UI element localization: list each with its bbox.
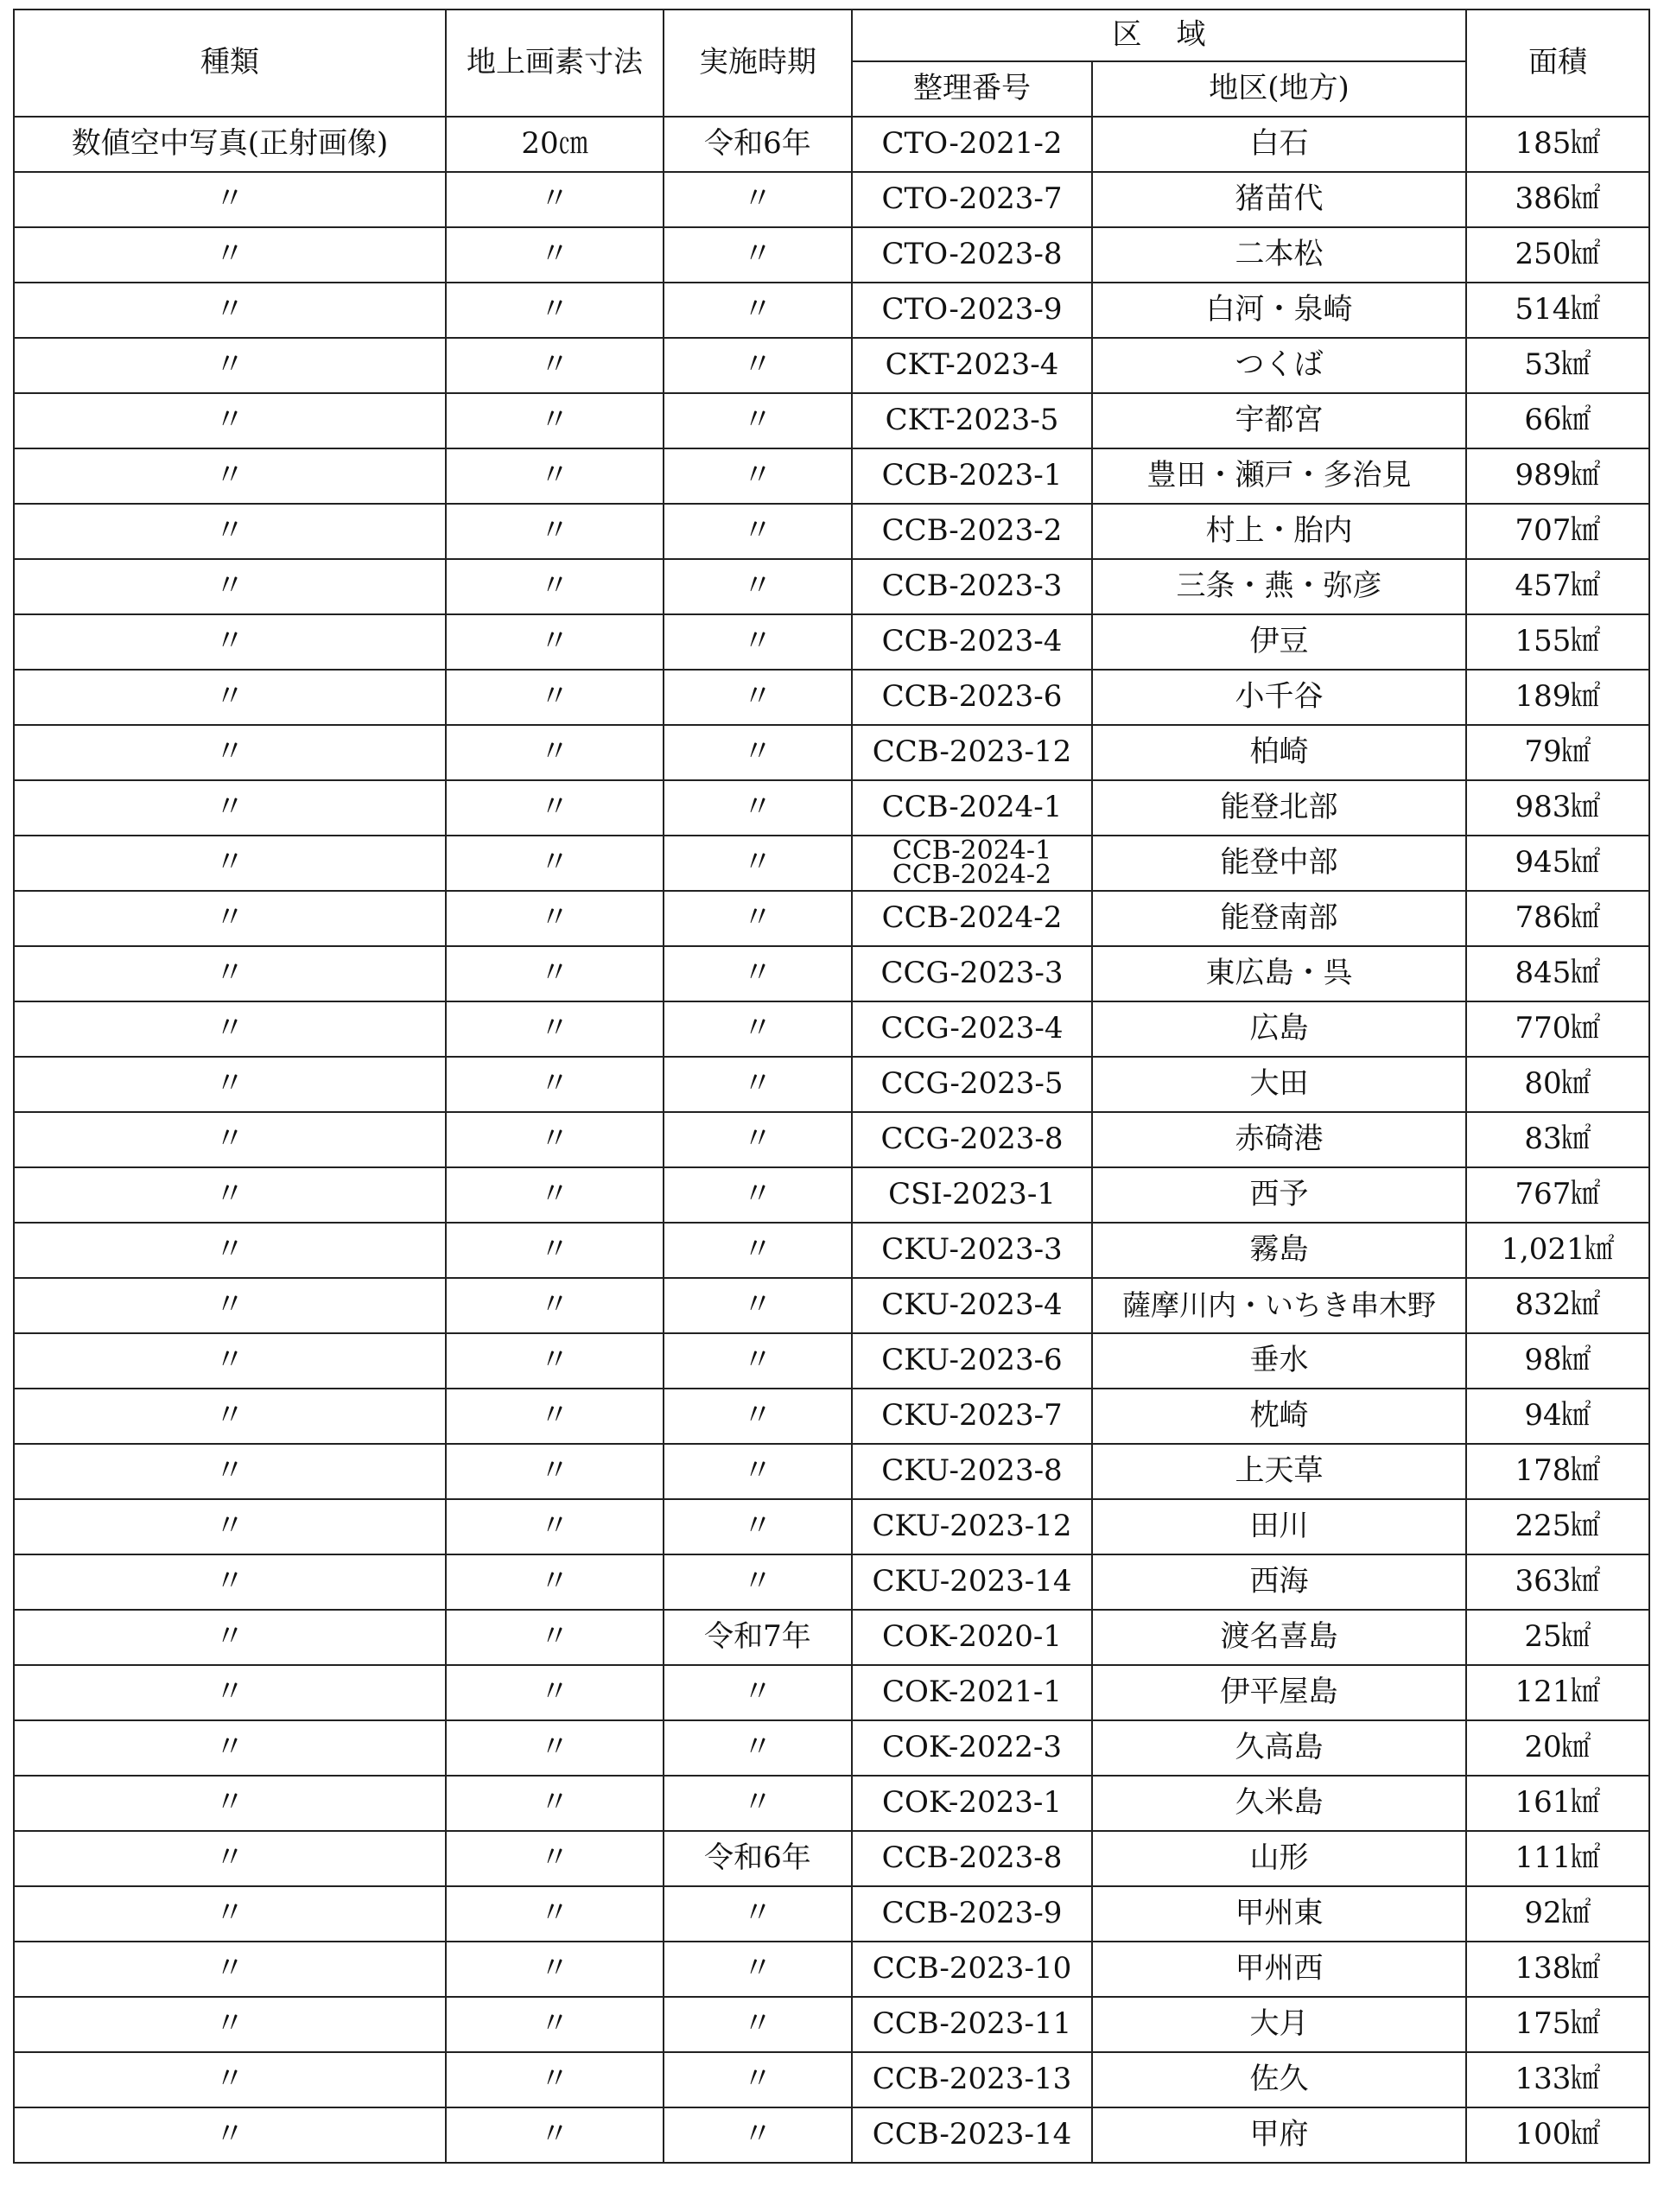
cell-area: 100㎢ <box>1466 2107 1649 2163</box>
table-row <box>14 1001 1649 1057</box>
cell-district: 薩摩川内・いちき串木野 <box>1092 1278 1466 1333</box>
cell-kind: 〃 <box>14 614 446 670</box>
cell-gsd: 〃 <box>446 1831 664 1886</box>
cell-period: 〃 <box>664 1997 852 2052</box>
table-row <box>14 227 1649 283</box>
cell-kind: 〃 <box>14 1776 446 1831</box>
cell-district: 垂水 <box>1092 1333 1466 1389</box>
cell-gsd: 〃 <box>446 1997 664 2052</box>
cell-area: 155㎢ <box>1466 614 1649 670</box>
cell-period: 〃 <box>664 1499 852 1554</box>
table-row <box>14 2107 1649 2163</box>
cell-gsd: 〃 <box>446 338 664 393</box>
cell-district: 二本松 <box>1092 227 1466 283</box>
cell-district: 白河・泉崎 <box>1092 283 1466 338</box>
cell-kind: 〃 <box>14 338 446 393</box>
table-row <box>14 614 1649 670</box>
cell-kind: 〃 <box>14 283 446 338</box>
cell-gsd: 〃 <box>446 1389 664 1444</box>
cell-period: 〃 <box>664 1665 852 1720</box>
cell-district: 村上・胎内 <box>1092 504 1466 559</box>
table-row <box>14 1554 1649 1610</box>
cell-id: CCB-2023-2 <box>852 504 1092 559</box>
cell-period: 〃 <box>664 1389 852 1444</box>
cell-kind: 〃 <box>14 946 446 1001</box>
table-row <box>14 448 1649 504</box>
cell-id: CCB-2024-1 CCB-2024-2 <box>852 836 1092 891</box>
cell-gsd: 〃 <box>446 1610 664 1665</box>
cell-gsd: 〃 <box>446 1554 664 1610</box>
cell-period: 〃 <box>664 1001 852 1057</box>
cell-area: 53㎢ <box>1466 338 1649 393</box>
cell-kind: 〃 <box>14 1831 446 1886</box>
cell-area: 989㎢ <box>1466 448 1649 504</box>
cell-area: 845㎢ <box>1466 946 1649 1001</box>
cell-district: 山形 <box>1092 1831 1466 1886</box>
table-row <box>14 338 1649 393</box>
cell-period: 令和6年 <box>664 1831 852 1886</box>
cell-area: 133㎢ <box>1466 2052 1649 2107</box>
table-row <box>14 1112 1649 1167</box>
cell-district: 佐久 <box>1092 2052 1466 2107</box>
cell-kind: 〃 <box>14 1389 446 1444</box>
cell-gsd: 〃 <box>446 1057 664 1112</box>
cell-district: 豊田・瀬戸・多治見 <box>1092 448 1466 504</box>
table-row <box>14 1389 1649 1444</box>
cell-gsd: 〃 <box>446 1444 664 1499</box>
table-row <box>14 1831 1649 1886</box>
cell-period: 〃 <box>664 1776 852 1831</box>
cell-kind: 〃 <box>14 393 446 448</box>
cell-area: 92㎢ <box>1466 1886 1649 1942</box>
cell-kind: 〃 <box>14 780 446 836</box>
cell-gsd: 20㎝ <box>446 117 664 172</box>
table-row <box>14 393 1649 448</box>
cell-kind: 〃 <box>14 1665 446 1720</box>
cell-id: CKU-2023-6 <box>852 1333 1092 1389</box>
cell-area: 770㎢ <box>1466 1001 1649 1057</box>
cell-period: 〃 <box>664 504 852 559</box>
cell-kind: 〃 <box>14 891 446 946</box>
cell-gsd: 〃 <box>446 1223 664 1278</box>
cell-period: 〃 <box>664 2052 852 2107</box>
cell-kind: 〃 <box>14 1886 446 1942</box>
cell-id: CCB-2023-13 <box>852 2052 1092 2107</box>
cell-district: 猪苗代 <box>1092 172 1466 227</box>
cell-district: 伊豆 <box>1092 614 1466 670</box>
cell-id: CKU-2023-4 <box>852 1278 1092 1333</box>
cell-period: 〃 <box>664 393 852 448</box>
cell-id: CCG-2023-4 <box>852 1001 1092 1057</box>
cell-district: つくば <box>1092 338 1466 393</box>
cell-period: 〃 <box>664 172 852 227</box>
cell-gsd: 〃 <box>446 172 664 227</box>
cell-period: 〃 <box>664 725 852 780</box>
cell-area: 945㎢ <box>1466 836 1649 891</box>
cell-period: 〃 <box>664 1886 852 1942</box>
cell-id: CCG-2023-3 <box>852 946 1092 1001</box>
cell-kind: 〃 <box>14 2052 446 2107</box>
table-row <box>14 780 1649 836</box>
cell-area: 161㎢ <box>1466 1776 1649 1831</box>
cell-gsd: 〃 <box>446 283 664 338</box>
cell-area: 98㎢ <box>1466 1333 1649 1389</box>
table-body <box>14 117 1649 2163</box>
cell-district: 上天草 <box>1092 1444 1466 1499</box>
table-row <box>14 172 1649 227</box>
table-row <box>14 891 1649 946</box>
cell-period: 〃 <box>664 448 852 504</box>
cell-kind: 〃 <box>14 172 446 227</box>
cell-id: CKU-2023-12 <box>852 1499 1092 1554</box>
table-row <box>14 1278 1649 1333</box>
cell-district: 甲州東 <box>1092 1886 1466 1942</box>
cell-district: 西海 <box>1092 1554 1466 1610</box>
cell-area: 786㎢ <box>1466 891 1649 946</box>
cell-district: 甲州西 <box>1092 1942 1466 1997</box>
cell-id: COK-2023-1 <box>852 1776 1092 1831</box>
cell-area: 386㎢ <box>1466 172 1649 227</box>
cell-district: 小千谷 <box>1092 670 1466 725</box>
cell-area: 175㎢ <box>1466 1997 1649 2052</box>
cell-district: 田川 <box>1092 1499 1466 1554</box>
cell-period: 〃 <box>664 1444 852 1499</box>
cell-area: 457㎢ <box>1466 559 1649 614</box>
cell-district: 能登中部 <box>1092 836 1466 891</box>
cell-id: CCB-2023-14 <box>852 2107 1092 2163</box>
cell-period: 〃 <box>664 559 852 614</box>
cell-district: 柏崎 <box>1092 725 1466 780</box>
cell-district: 三条・燕・弥彦 <box>1092 559 1466 614</box>
cell-area: 707㎢ <box>1466 504 1649 559</box>
cell-kind: 数値空中写真(正射画像) <box>14 117 446 172</box>
cell-area: 66㎢ <box>1466 393 1649 448</box>
cell-period: 〃 <box>664 891 852 946</box>
cell-area: 983㎢ <box>1466 780 1649 836</box>
table-row <box>14 725 1649 780</box>
cell-period: 〃 <box>664 780 852 836</box>
cell-id: COK-2020-1 <box>852 1610 1092 1665</box>
cell-period: 〃 <box>664 614 852 670</box>
cell-kind: 〃 <box>14 836 446 891</box>
cell-id: CCB-2023-1 <box>852 448 1092 504</box>
cell-kind: 〃 <box>14 1057 446 1112</box>
table-row <box>14 1776 1649 1831</box>
table-row <box>14 1167 1649 1223</box>
table-row <box>14 283 1649 338</box>
cell-id: CSI-2023-1 <box>852 1167 1092 1223</box>
cell-id: CCB-2023-12 <box>852 725 1092 780</box>
cell-kind: 〃 <box>14 504 446 559</box>
cell-period: 〃 <box>664 2107 852 2163</box>
cell-district: 大月 <box>1092 1997 1466 2052</box>
table-row <box>14 1610 1649 1665</box>
table-row <box>14 1997 1649 2052</box>
cell-district: 久米島 <box>1092 1776 1466 1831</box>
cell-area: 363㎢ <box>1466 1554 1649 1610</box>
cell-period: 〃 <box>664 836 852 891</box>
cell-id: CCB-2023-11 <box>852 1997 1092 2052</box>
cell-id: CCB-2023-8 <box>852 1831 1092 1886</box>
cell-area: 250㎢ <box>1466 227 1649 283</box>
table-row <box>14 1886 1649 1942</box>
cell-gsd: 〃 <box>446 1001 664 1057</box>
cell-kind: 〃 <box>14 1554 446 1610</box>
table-row <box>14 1720 1649 1776</box>
cell-area: 1,021㎢ <box>1466 1223 1649 1278</box>
table-row <box>14 504 1649 559</box>
cell-gsd: 〃 <box>446 559 664 614</box>
cell-kind: 〃 <box>14 1112 446 1167</box>
cell-period: 〃 <box>664 1223 852 1278</box>
cell-gsd: 〃 <box>446 891 664 946</box>
cell-kind: 〃 <box>14 559 446 614</box>
cell-id: CKU-2023-3 <box>852 1223 1092 1278</box>
cell-gsd: 〃 <box>446 725 664 780</box>
cell-id: CCB-2023-4 <box>852 614 1092 670</box>
table-row <box>14 1444 1649 1499</box>
cell-gsd: 〃 <box>446 946 664 1001</box>
cell-gsd: 〃 <box>446 1499 664 1554</box>
cell-kind: 〃 <box>14 448 446 504</box>
table-row <box>14 1665 1649 1720</box>
cell-district: 甲府 <box>1092 2107 1466 2163</box>
table-row <box>14 559 1649 614</box>
cell-kind: 〃 <box>14 1333 446 1389</box>
cell-kind: 〃 <box>14 1167 446 1223</box>
cell-id: COK-2022-3 <box>852 1720 1092 1776</box>
cell-kind: 〃 <box>14 227 446 283</box>
table-row <box>14 1499 1649 1554</box>
cell-period: 〃 <box>664 1278 852 1333</box>
cell-area: 121㎢ <box>1466 1665 1649 1720</box>
cell-period: 〃 <box>664 1112 852 1167</box>
table-row <box>14 117 1649 172</box>
table-row <box>14 946 1649 1001</box>
cell-area: 178㎢ <box>1466 1444 1649 1499</box>
cell-period: 〃 <box>664 1942 852 1997</box>
cell-id: CKU-2023-7 <box>852 1389 1092 1444</box>
cell-area: 25㎢ <box>1466 1610 1649 1665</box>
cell-gsd: 〃 <box>446 1112 664 1167</box>
cell-district: 伊平屋島 <box>1092 1665 1466 1720</box>
cell-area: 514㎢ <box>1466 283 1649 338</box>
cell-period: 令和6年 <box>664 117 852 172</box>
cell-id: CCB-2023-6 <box>852 670 1092 725</box>
cell-period: 〃 <box>664 227 852 283</box>
cell-gsd: 〃 <box>446 1333 664 1389</box>
cell-gsd: 〃 <box>446 504 664 559</box>
cell-period: 〃 <box>664 670 852 725</box>
cell-kind: 〃 <box>14 1223 446 1278</box>
table-row <box>14 670 1649 725</box>
cell-district: 大田 <box>1092 1057 1466 1112</box>
cell-kind: 〃 <box>14 670 446 725</box>
cell-id: CTO-2023-7 <box>852 172 1092 227</box>
cell-id: CKU-2023-14 <box>852 1554 1092 1610</box>
cell-id: CTO-2023-9 <box>852 283 1092 338</box>
cell-kind: 〃 <box>14 1499 446 1554</box>
cell-kind: 〃 <box>14 1997 446 2052</box>
header-district: 地区(地方) <box>1092 61 1466 117</box>
header-period: 実施時期 <box>664 10 852 117</box>
cell-district: 赤碕港 <box>1092 1112 1466 1167</box>
cell-gsd: 〃 <box>446 780 664 836</box>
cell-area: 20㎢ <box>1466 1720 1649 1776</box>
cell-gsd: 〃 <box>446 227 664 283</box>
cell-id: CKT-2023-4 <box>852 338 1092 393</box>
cell-id: CTO-2021-2 <box>852 117 1092 172</box>
table-row <box>14 1057 1649 1112</box>
cell-gsd: 〃 <box>446 1278 664 1333</box>
cell-gsd: 〃 <box>446 614 664 670</box>
cell-period: 〃 <box>664 1554 852 1610</box>
header-gsd: 地上画素寸法 <box>446 10 664 117</box>
cell-gsd: 〃 <box>446 1167 664 1223</box>
cell-district: 渡名喜島 <box>1092 1610 1466 1665</box>
cell-id: CKU-2023-8 <box>852 1444 1092 1499</box>
cell-gsd: 〃 <box>446 1720 664 1776</box>
cell-district: 能登北部 <box>1092 780 1466 836</box>
cell-gsd: 〃 <box>446 448 664 504</box>
cell-kind: 〃 <box>14 2107 446 2163</box>
header-area-group: 区域 <box>852 10 1466 61</box>
cell-period: 〃 <box>664 1333 852 1389</box>
cell-kind: 〃 <box>14 1720 446 1776</box>
cell-period: 〃 <box>664 1057 852 1112</box>
cell-area: 767㎢ <box>1466 1167 1649 1223</box>
table-row <box>14 1333 1649 1389</box>
cell-kind: 〃 <box>14 725 446 780</box>
cell-area: 80㎢ <box>1466 1057 1649 1112</box>
cell-period: 〃 <box>664 283 852 338</box>
cell-period: 〃 <box>664 946 852 1001</box>
cell-district: 広島 <box>1092 1001 1466 1057</box>
cell-area: 185㎢ <box>1466 117 1649 172</box>
header-id-no: 整理番号 <box>852 61 1092 117</box>
cell-id: CCG-2023-8 <box>852 1112 1092 1167</box>
table-row <box>14 1223 1649 1278</box>
cell-area: 83㎢ <box>1466 1112 1649 1167</box>
cell-area: 111㎢ <box>1466 1831 1649 1886</box>
cell-gsd: 〃 <box>446 1942 664 1997</box>
cell-period: 〃 <box>664 1720 852 1776</box>
table-row <box>14 836 1649 891</box>
cell-id: CKT-2023-5 <box>852 393 1092 448</box>
cell-district: 霧島 <box>1092 1223 1466 1278</box>
cell-gsd: 〃 <box>446 2107 664 2163</box>
cell-kind: 〃 <box>14 1610 446 1665</box>
cell-id: CTO-2023-8 <box>852 227 1092 283</box>
cell-id: CCB-2024-2 <box>852 891 1092 946</box>
cell-gsd: 〃 <box>446 393 664 448</box>
cell-period: 令和7年 <box>664 1610 852 1665</box>
cell-period: 〃 <box>664 1167 852 1223</box>
cell-kind: 〃 <box>14 1444 446 1499</box>
header-size: 面積 <box>1466 10 1649 117</box>
cell-gsd: 〃 <box>446 2052 664 2107</box>
cell-id: COK-2021-1 <box>852 1665 1092 1720</box>
cell-id: CCB-2023-10 <box>852 1942 1092 1997</box>
cell-area: 138㎢ <box>1466 1942 1649 1997</box>
cell-kind: 〃 <box>14 1278 446 1333</box>
cell-gsd: 〃 <box>446 836 664 891</box>
cell-district: 白石 <box>1092 117 1466 172</box>
cell-gsd: 〃 <box>446 1665 664 1720</box>
cell-id: CCB-2023-9 <box>852 1886 1092 1942</box>
header-kind: 種類 <box>14 10 446 117</box>
cell-kind: 〃 <box>14 1001 446 1057</box>
cell-district: 枕崎 <box>1092 1389 1466 1444</box>
cell-period: 〃 <box>664 338 852 393</box>
cell-id: CCG-2023-5 <box>852 1057 1092 1112</box>
table-row <box>14 1942 1649 1997</box>
cell-gsd: 〃 <box>446 670 664 725</box>
cell-area: 832㎢ <box>1466 1278 1649 1333</box>
cell-district: 東広島・呉 <box>1092 946 1466 1001</box>
cell-id: CCB-2024-1 <box>852 780 1092 836</box>
cell-area: 94㎢ <box>1466 1389 1649 1444</box>
cell-area: 225㎢ <box>1466 1499 1649 1554</box>
cell-gsd: 〃 <box>446 1776 664 1831</box>
cell-district: 宇都宮 <box>1092 393 1466 448</box>
table-row <box>14 2052 1649 2107</box>
cell-gsd: 〃 <box>446 1886 664 1942</box>
cell-kind: 〃 <box>14 1942 446 1997</box>
cell-id: CCB-2023-3 <box>852 559 1092 614</box>
cell-district: 西予 <box>1092 1167 1466 1223</box>
aerial-photo-table <box>13 9 1650 2164</box>
cell-district: 久高島 <box>1092 1720 1466 1776</box>
cell-district: 能登南部 <box>1092 891 1466 946</box>
cell-area: 79㎢ <box>1466 725 1649 780</box>
cell-area: 189㎢ <box>1466 670 1649 725</box>
